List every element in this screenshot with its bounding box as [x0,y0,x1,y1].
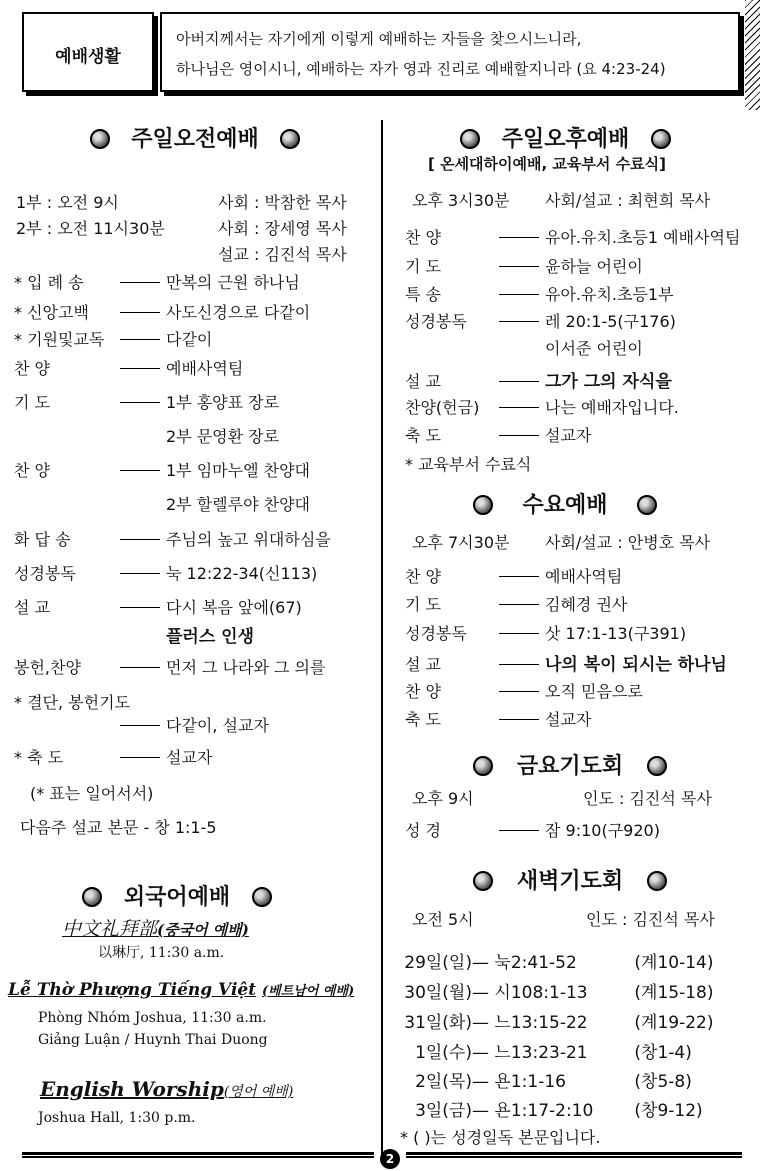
foreign-title: 외국어예배 [62,880,292,911]
am-order-value: 2부 할렐루야 찬양대 [166,495,310,514]
pm-order-row [405,336,643,359]
am-order-row [14,390,279,413]
dash-line [120,339,160,340]
english-title-row [40,1077,293,1101]
dawn-note: * ( )는 성경일독 본문입니다. [400,1128,601,1147]
am-order-label: 기 도 [14,393,50,412]
dash-line [499,321,539,322]
am-order-label: 설 교 [14,598,50,617]
dash-line: — [472,1013,495,1033]
pm-order-label: 찬양(헌금) [405,398,480,417]
dash-line [499,576,539,577]
bullet-ball-icon [460,129,480,149]
am-order-label: * 입 례 송 [14,273,84,292]
dash-line [499,294,539,295]
wed-order-row [405,679,643,702]
dash-line [120,368,160,369]
dawn-day-row [398,1067,692,1092]
friday-title: 금요기도회 [455,749,685,780]
dash-line: — [472,983,495,1003]
pm-order-value: 유아.유치.초등1 예배사역팀 [545,228,741,247]
sunday-pm-time: 오후 3시30분 [412,191,510,210]
pm-order-label: 설 교 [405,372,441,391]
dash-line [120,470,160,471]
next-sermon: 다음주 설교 본문 - 창 1:1-5 [20,818,217,837]
dawn-title: 새벽기도회 [455,864,685,895]
pm-order-label: 기 도 [405,257,441,276]
bullet-ball-icon [252,887,272,907]
friday-time: 오후 9시 [412,789,474,808]
am-order-value: 1부 홍양표 장로 [166,393,280,412]
pm-order-label: 찬 양 [405,228,441,247]
am-order-value: 다시 복음 앞에(67) [166,598,302,617]
dash-line [120,539,160,540]
bullet-ball-icon [473,495,493,515]
dawn-reading-ref: (창1-4) [634,1043,692,1063]
wed-order-value: 설교자 [545,710,592,729]
viet-info-1: Phòng Nhóm Joshua, 11:30 a.m. [38,1010,267,1026]
header-label: 예배생활 [55,47,121,67]
english-title: English Worship [40,1077,224,1101]
pm-order-value: 설교자 [545,426,592,445]
pm-order-label: 특 송 [405,285,441,304]
dash-line: — [472,953,495,973]
am-order-row [14,561,317,584]
am-order-row [14,327,212,350]
am-order-value: 만복의 근원 하나님 [166,273,300,292]
sunday-pm-title: 주일오후예배 [448,122,683,153]
dawn-day: 2일(목) [415,1072,472,1092]
wed-order-label: 성경봉독 [405,624,467,643]
english-sub: (영어 예배) [223,1084,294,1100]
bullet-ball-icon [651,129,671,149]
bullet-ball-icon [280,129,300,149]
second-service-lead: 사회 : 장세영 목사 [218,219,347,238]
wed-order-row [405,592,627,615]
dawn-day-row [398,1096,703,1121]
dash-line: — [472,1072,495,1092]
am-order-row [14,595,302,618]
wed-order-value: 김혜경 권사 [545,595,628,614]
dawn-day: 1일(수) [415,1043,472,1063]
offering-row [120,713,269,736]
dash-line [499,604,539,605]
header-label-box [22,12,154,92]
bullet-ball-icon [647,871,667,891]
am-order-value: 예배사역팀 [166,359,244,378]
dawn-day-row [398,1008,714,1033]
dash-line [120,573,160,574]
bullet-ball-icon [647,756,667,776]
dash-line [499,381,539,382]
sermon-preacher: 설교 : 김진석 목사 [218,245,347,264]
sunday-am-title: 주일오전예배 [80,122,310,153]
pm-order-label: 성경봉독 [405,312,467,331]
footer-bar-right [406,1152,742,1158]
wed-order-label: 기 도 [405,595,441,614]
wednesday-time: 오후 7시30분 [412,533,510,552]
dash-line [499,664,539,665]
dash-line [120,607,160,608]
am-order-label: 봉헌,찬양 [14,658,81,677]
am-order-row [14,356,243,379]
dash-line [120,402,160,403]
wednesday-title: 수요예배 [455,488,675,519]
am-order-value: 사도신경으로 다같이 [166,303,311,322]
dawn-reading-ref: (계10-14) [634,953,714,973]
am-order-label: * 기원및교독 [14,330,105,349]
first-service-time: 1부 : 오전 9시 [16,193,119,212]
offering-value: 다같이, 설교자 [166,716,269,735]
wed-order-value: 예배사역팀 [545,567,623,586]
pm-order-row [405,225,740,248]
chinese-title: 中文礼拜部 [62,918,158,940]
am-order-row [14,300,310,323]
header-quote-box [160,12,740,92]
friday-scripture-row: 성 경 잠 9:10(구920) [405,821,660,840]
pm-order-label: 축 도 [405,426,441,445]
pm-order-value: 유아.유치.초등1부 [545,285,674,304]
dash-line: — [472,1101,495,1121]
wed-order-row [405,707,591,730]
bullet-ball-icon [82,887,102,907]
dash-line [499,691,539,692]
dash-line: — [472,1043,495,1063]
am-order-label: 찬 양 [14,461,50,480]
bullet-ball-icon [90,129,110,149]
chinese-title-row [62,914,249,941]
am-order-row [14,492,310,515]
viet-info-2: Giảng Luận / Huynh Thai Duong [38,1032,268,1048]
first-service-lead: 사회 : 박참한 목사 [218,193,347,212]
offering-label: * 결단, 봉헌기도 [14,693,130,712]
wed-order-label: 찬 양 [405,567,441,586]
wed-order-row [405,621,686,644]
column-divider [381,120,383,1155]
viet-title-row [8,980,354,1000]
dash-line [499,407,539,408]
pm-order-row [405,309,676,332]
dawn-day: 29일(일) [404,953,472,973]
standing-note: (* 표는 일어서서) [30,784,154,803]
dawn-day-row [398,978,714,1003]
chinese-info: 以琳厅, 11:30 a.m. [98,945,225,961]
wed-order-value: 나의 복이 되시는 하나님 [545,655,727,675]
pm-order-row [405,395,679,418]
am-order-value: 1부 임마누엘 찬양대 [166,461,310,480]
pm-order-row [405,254,643,277]
dawn-lead: 인도 : 김진석 목사 [586,910,715,929]
dawn-passage: 시108:1-13 [494,983,588,1003]
wednesday-lead: 사회/설교 : 안병호 목사 [545,533,711,552]
pm-order-value: 윤하늘 어린이 [545,257,643,276]
blessing-value: 설교자 [166,748,213,767]
dawn-passage: 욘1:17-2:10 [494,1101,594,1121]
bullet-ball-icon [637,495,657,515]
wed-order-label: 찬 양 [405,682,441,701]
am-order-label: 화 답 송 [14,530,71,549]
hatch-decoration [745,0,760,110]
am-order-row [14,270,300,293]
am-order-value: 주님의 높고 위대하심을 [166,530,331,549]
bullet-ball-icon [473,756,493,776]
quote-line-1: 아버지께서는 자기에게 이렇게 예배하는 자들을 찾으시느니라, [176,30,582,48]
am-order-row [14,424,279,447]
wed-order-row [405,564,622,587]
dawn-reading-ref: (계15-18) [634,983,714,1003]
dawn-reading-ref: (계19-22) [634,1013,714,1033]
am-order-row [14,458,310,481]
dash-line [499,719,539,720]
dawn-day: 30일(월) [404,983,472,1003]
dash-line [120,282,160,283]
dawn-passage: 느13:23-21 [494,1043,588,1063]
dawn-reading-ref: (창5-8) [634,1072,692,1092]
wed-order-row [405,650,727,675]
dawn-day: 31일(화) [404,1013,472,1033]
pm-order-value: 이서준 어린이 [545,339,643,358]
bullet-ball-icon [473,871,493,891]
quote-line-2: 하나님은 영이시니, 예배하는 자가 영과 진리로 예배할지니라 (요 4:23-24) [176,60,666,78]
pm-order-row [405,367,672,392]
am-order-value: 눅 12:22-34(신113) [166,564,318,583]
sunday-pm-subtitle: [ 온세대하이예배, 교육부서 수료식] [428,155,666,173]
am-order-row [14,622,254,647]
dash-line [120,312,160,313]
pm-order-value: 나는 예배자입니다. [545,398,679,417]
blessing-row: * 축 도 설교자 [14,748,213,767]
am-order-row [14,527,331,550]
wed-order-value: 삿 17:1-13(구391) [545,624,687,643]
viet-title: Lễ Thờ Phượng Tiếng Việt [8,980,257,1000]
dawn-passage: 눅2:41-52 [494,953,577,973]
dash-line [499,266,539,267]
chinese-sub: (중국어 예배) [157,921,249,939]
page-number: 2 [380,1149,400,1169]
pm-order-value: 그가 그의 자식을 [545,372,672,392]
dawn-day-row [398,1038,692,1063]
footer-bar-left [22,1152,374,1158]
wed-order-label: 축 도 [405,710,441,729]
dash-line [499,435,539,436]
dawn-reading-ref: (창9-12) [634,1101,703,1121]
am-order-label: 성경봉독 [14,564,76,583]
dawn-day-row [398,948,714,973]
viet-sub: (베트남어 예배) [262,984,355,999]
wed-order-value: 오직 믿음으로 [545,682,643,701]
dawn-passage: 느13:15-22 [494,1013,588,1033]
am-order-row [14,655,325,678]
am-order-value: 먼저 그 나라와 그 의를 [166,658,326,677]
dawn-day: 3일(금) [415,1101,472,1121]
am-order-label: * 신앙고백 [14,303,89,322]
english-info: Joshua Hall, 1:30 p.m. [38,1110,196,1126]
wed-order-label: 설 교 [405,655,441,674]
sunday-pm-lead: 사회/설교 : 최현희 목사 [545,191,711,210]
dash-line [499,237,539,238]
dawn-passage: 욘1:1-16 [494,1072,566,1092]
pm-order-value: 레 20:1-5(구176) [545,312,676,331]
pm-order-row [405,423,591,446]
dash-line [120,667,160,668]
friday-scripture: 잠 9:10(구920) [545,821,660,840]
dash-line [499,633,539,634]
second-service-time: 2부 : 오전 11시30분 [16,219,165,238]
friday-lead: 인도 : 김진석 목사 [583,789,712,808]
pm-order-row [405,282,674,305]
am-order-label: 찬 양 [14,359,50,378]
am-order-value: 다같이 [166,330,213,349]
am-order-value: 2부 문영환 장로 [166,427,280,446]
sunday-pm-note: * 교육부서 수료식 [405,455,532,474]
dawn-time: 오전 5시 [412,910,474,929]
am-order-value: 플러스 인생 [166,627,255,647]
